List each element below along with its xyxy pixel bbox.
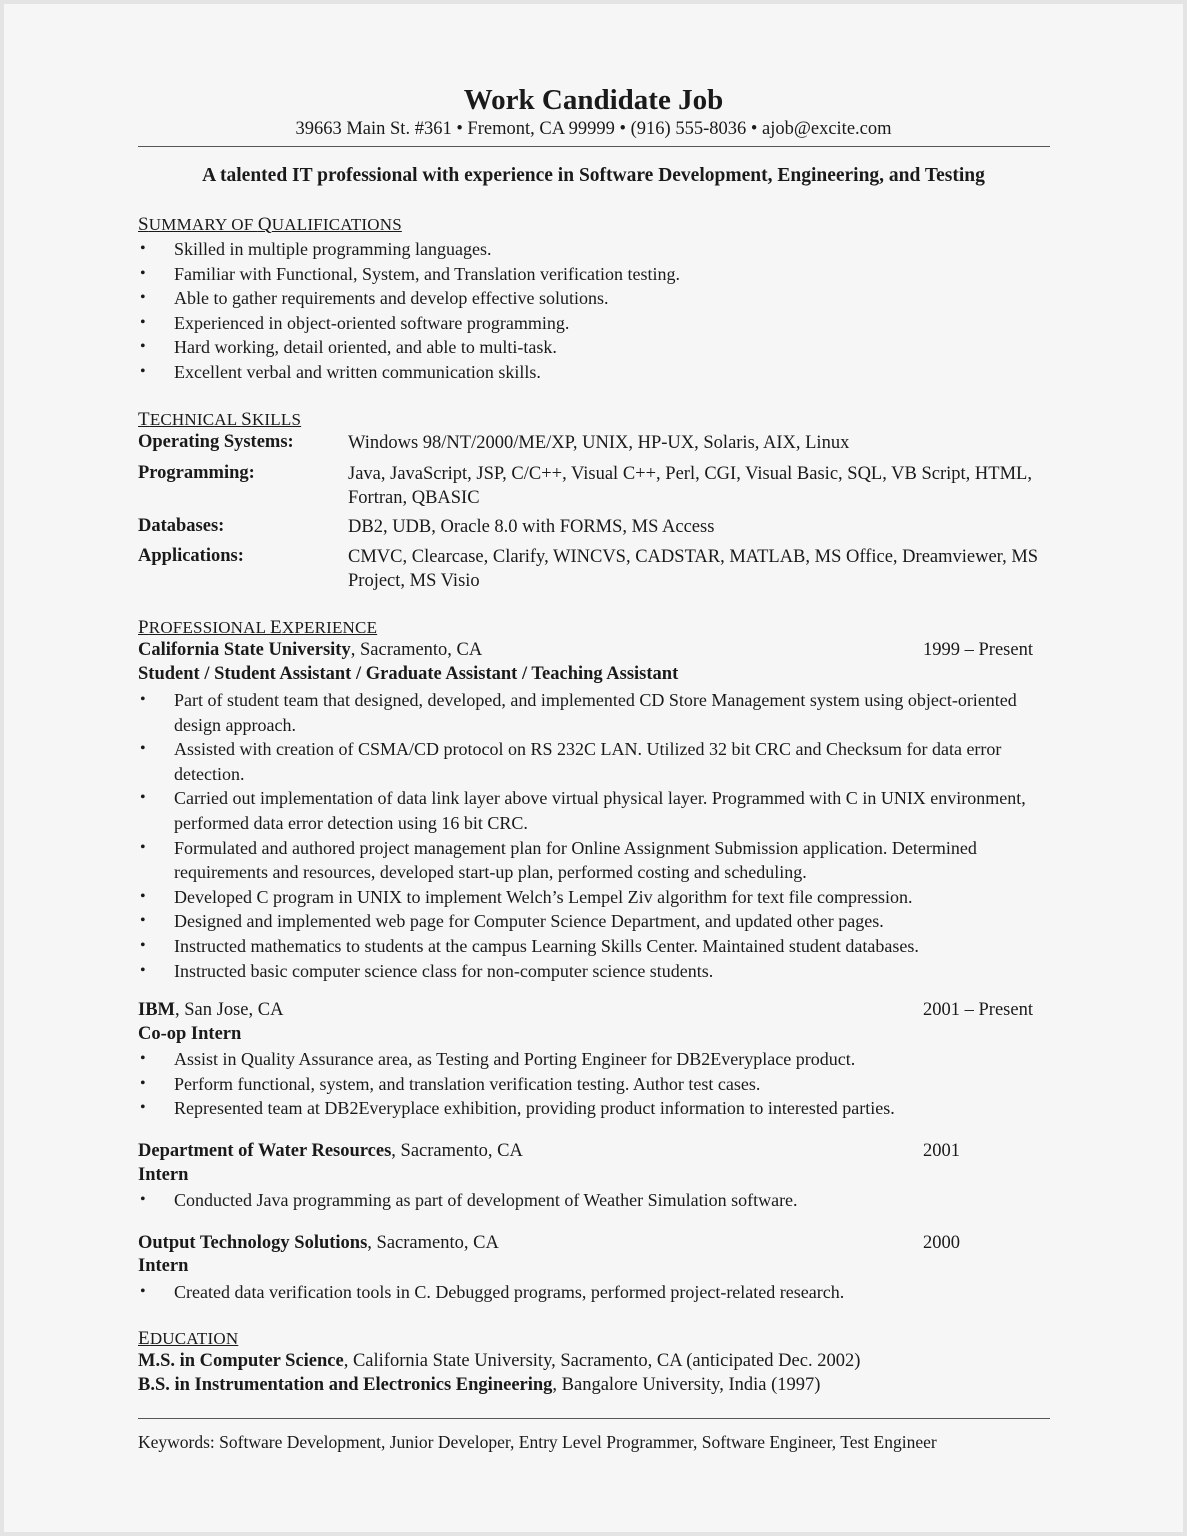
- employer-location: , Sacramento, CA: [391, 1141, 523, 1161]
- degree-detail: , California State University, Sacramento, CA (anticipated Dec. 2002): [343, 1351, 861, 1371]
- job-bullet: • Assist in Quality Assurance area, as Testing and Porting Engineer for DB2Everyplace product.: [138, 1047, 1048, 1072]
- skills-heading: TECHNICAL SKILLS: [138, 409, 302, 430]
- skill-value-databases: DB2, UDB, Oracle 8.0 with FORMS, MS Access: [348, 517, 715, 537]
- summary-item: • Familiar with Functional, System, and Translation verification testing.: [138, 262, 1048, 287]
- employer-name: Department of Water Resources: [138, 1141, 392, 1161]
- employer-name: California State University: [138, 640, 351, 660]
- education-entry: [138, 1351, 860, 1372]
- job-bullet: • Developed C program in UNIX to implement Welch’s Lempel Ziv algorithm for text file compression.: [138, 885, 1048, 910]
- job-role: Student / Student Assistant / Graduate Assistant / Teaching Assistant: [138, 664, 679, 684]
- skill-value-applications: CMVC, Clearcase, Clarify, WINCVS, CADSTAR, MATLAB, MS Office, Dreamviewer, MS Project, MS Visio: [348, 547, 1039, 591]
- keywords-line: Keywords: Software Development, Junior Developer, Entry Level Programmer, Software Engineer, Test Engineer: [138, 1432, 937, 1452]
- job-bullets: [138, 688, 1048, 983]
- job-bullet: • Formulated and authored project management plan for Online Assignment Submission application. Determined requirements and resources, developed start-up plan, performed costing and scheduling.: [138, 836, 1048, 885]
- job-bullet: • Represented team at DB2Everyplace exhibition, providing product information to interested parties.: [138, 1096, 1048, 1121]
- job-bullet: • Carried out implementation of data link layer above virtual physical layer. Programmed with C in UNIX environment, performed data error detection using 16 bit CRC.: [138, 786, 1048, 835]
- education-heading: EDUCATION: [138, 1328, 239, 1349]
- skill-label-os: Operating Systems:: [138, 432, 294, 452]
- employer-location: , San Jose, CA: [175, 1000, 284, 1020]
- candidate-name: Work Candidate Job: [463, 84, 724, 116]
- job-header: [138, 1000, 1044, 1021]
- header-divider: [138, 146, 1050, 147]
- summary-item: • Excellent verbal and written communication skills.: [138, 360, 1048, 385]
- job-header: [138, 1233, 1044, 1254]
- education-entry: [138, 1375, 820, 1396]
- footer-divider: [138, 1418, 1050, 1419]
- summary-heading: SUMMARY OF QUALIFICATIONS: [138, 214, 402, 235]
- experience-heading: PROFESSIONAL EXPERIENCE: [138, 617, 378, 638]
- employer-name: IBM: [138, 1000, 175, 1020]
- job-role: Co-op Intern: [138, 1024, 242, 1044]
- job-bullet: • Created data verification tools in C. Debugged programs, performed project-related research.: [138, 1280, 1048, 1305]
- degree-name: M.S. in Computer Science: [138, 1351, 344, 1371]
- skill-label-programming: Programming:: [138, 463, 255, 483]
- summary-list: [138, 237, 1048, 385]
- job-bullets: [138, 1047, 1048, 1121]
- job-bullet: • Part of student team that designed, developed, and implemented CD Store Management system using object-oriented design approach.: [138, 688, 1048, 737]
- objective-statement: A talented IT professional with experience in Software Development, Engineering, and Testing: [202, 165, 985, 186]
- job-role: Intern: [138, 1165, 189, 1185]
- job-dates: 2000: [923, 1233, 960, 1253]
- job-bullet: • Instructed basic computer science class for non-computer science students.: [138, 959, 1048, 984]
- job-dates: 2001 – Present: [923, 1000, 1033, 1020]
- job-bullet: • Conducted Java programming as part of development of Weather Simulation software.: [138, 1188, 1048, 1213]
- job-header: [138, 640, 1044, 661]
- job-role: Intern: [138, 1256, 189, 1276]
- summary-item: • Skilled in multiple programming languages.: [138, 237, 1048, 262]
- employer-name: Output Technology Solutions: [138, 1233, 368, 1253]
- job-bullet: • Instructed mathematics to students at the campus Learning Skills Center. Maintained student databases.: [138, 934, 1048, 959]
- degree-name: B.S. in Instrumentation and Electronics Engineering: [138, 1375, 553, 1395]
- job-bullet: • Designed and implemented web page for Computer Science Department, and updated other pages.: [138, 909, 1048, 934]
- skill-value-os: Windows 98/NT/2000/ME/XP, UNIX, HP-UX, Solaris, AIX, Linux: [348, 433, 850, 453]
- job-bullet: • Perform functional, system, and translation verification testing. Author test cases.: [138, 1072, 1048, 1097]
- skill-label-databases: Databases:: [138, 516, 225, 536]
- employer-location: , Sacramento, CA: [350, 640, 483, 660]
- summary-item: • Hard working, detail oriented, and able to multi-task.: [138, 335, 1048, 360]
- summary-item: • Experienced in object-oriented software programming.: [138, 311, 1048, 336]
- job-bullet: • Assisted with creation of CSMA/CD protocol on RS 232C LAN. Utilized 32 bit CRC and Checksum for data error detection.: [138, 737, 1048, 786]
- job-bullets: [138, 1188, 1048, 1213]
- skill-value-programming: Java, JavaScript, JSP, C/C++, Visual C++, Perl, CGI, Visual Basic, SQL, VB Script, HTML, Fortran, QBASIC: [348, 464, 1032, 508]
- contact-line: 39663 Main St. #361 • Fremont, CA 99999 • (916) 555-8036 • ajob@excite.com: [295, 119, 892, 139]
- job-header: [138, 1141, 1044, 1162]
- job-dates: 1999 – Present: [923, 640, 1033, 660]
- degree-detail: , Bangalore University, India (1997): [552, 1375, 821, 1395]
- job-dates: 2001: [923, 1141, 960, 1161]
- job-bullets: [138, 1280, 1048, 1305]
- summary-item: • Able to gather requirements and develop effective solutions.: [138, 286, 1048, 311]
- employer-location: , Sacramento, CA: [367, 1233, 499, 1253]
- skill-label-applications: Applications:: [138, 546, 244, 566]
